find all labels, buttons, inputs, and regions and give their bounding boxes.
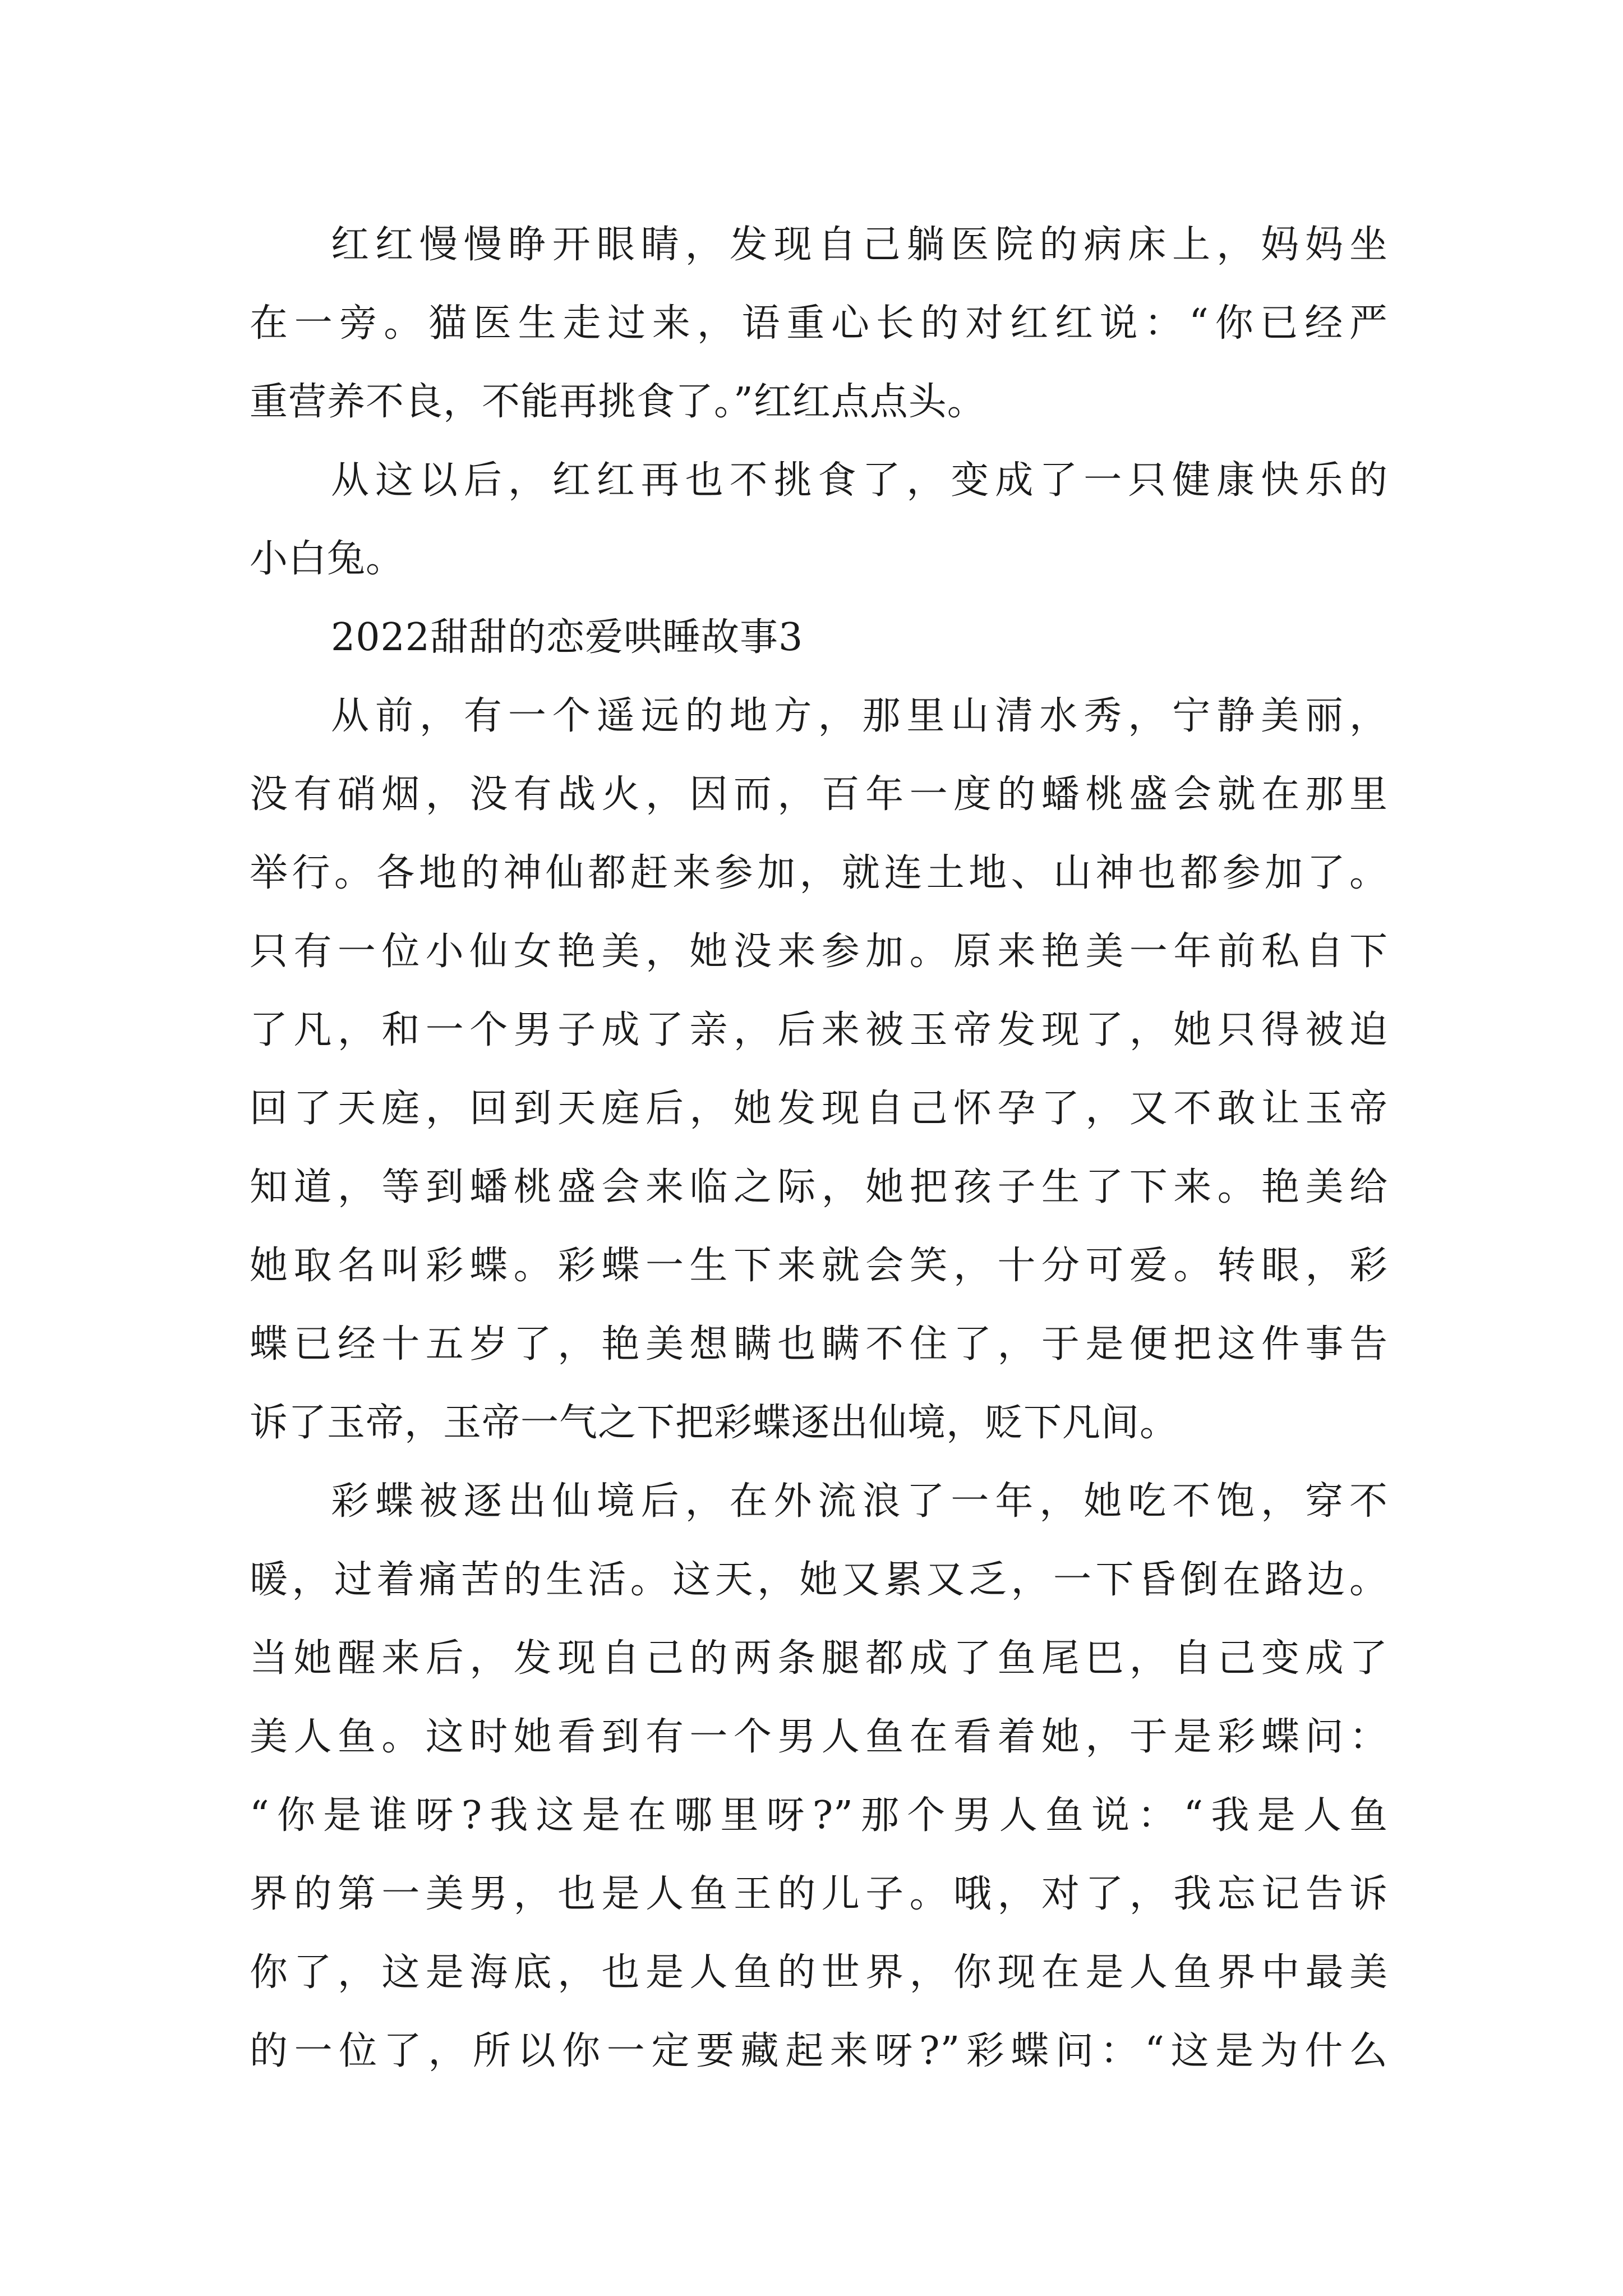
paragraph-line: 当她醒来后，发现自己的两条腿都成了鱼尾巴，自己变成了 <box>250 1636 1388 1681</box>
section-heading: 2022甜甜的恋爱哄睡故事3 <box>331 615 804 660</box>
paragraph-line: 诉了玉帝，玉帝一气之下把彩蝶逐出仙境，贬下凡间。 <box>250 1401 1179 1445</box>
paragraph-line: 的一位了，所以你一定要藏起来呀?”彩蝶问：“这是为什么 <box>250 2029 1388 2073</box>
paragraph-line: 重营养不良，不能再挑食了。”红红点点头。 <box>250 380 986 424</box>
paragraph-line: 在一旁。猫医生走过来，语重心长的对红红说：“你已经严 <box>250 301 1388 346</box>
paragraph-line: 只有一位小仙女艳美，她没来参加。原来艳美一年前私自下 <box>250 930 1388 974</box>
paragraph-line: 了凡，和一个男子成了亲，后来被玉帝发现了，她只得被迫 <box>250 1008 1388 1052</box>
paragraph-line: “你是谁呀?我这是在哪里呀?”那个男人鱼说：“我是人鱼 <box>250 1793 1388 1838</box>
paragraph-line: 彩蝶被逐出仙境后，在外流浪了一年，她吃不饱，穿不 <box>331 1479 1388 1524</box>
paragraph-line: 蝶已经十五岁了，艳美想瞒也瞒不住了，于是便把这件事告 <box>250 1322 1388 1366</box>
paragraph-line: 暖，过着痛苦的生活。这天，她又累又乏，一下昏倒在路边。 <box>250 1558 1388 1602</box>
paragraph-line: 她取名叫彩蝶。彩蝶一生下来就会笑，十分可爱。转眼，彩 <box>250 1244 1388 1288</box>
paragraph-line: 没有硝烟，没有战火，因而，百年一度的蟠桃盛会就在那里 <box>250 772 1388 817</box>
paragraph-line: 小白兔。 <box>250 537 405 581</box>
paragraph-line: 举行。各地的神仙都赶来参加，就连土地、山神也都参加了。 <box>250 851 1388 895</box>
paragraph-line: 你了，这是海底，也是人鱼的世界，你现在是人鱼界中最美 <box>250 1950 1388 1995</box>
paragraph-line: 美人鱼。这时她看到有一个男人鱼在看着她，于是彩蝶问： <box>250 1715 1388 1759</box>
paragraph-line: 从前，有一个遥远的地方，那里山清水秀，宁静美丽， <box>331 694 1388 738</box>
paragraph-line: 界的第一美男，也是人鱼王的儿子。哦，对了，我忘记告诉 <box>250 1872 1388 1916</box>
paragraph-line: 回了天庭，回到天庭后，她发现自己怀孕了，又不敢让玉帝 <box>250 1087 1388 1131</box>
paragraph-line: 从这以后，红红再也不挑食了，变成了一只健康快乐的 <box>331 458 1388 503</box>
paragraph-line: 红红慢慢睁开眼睛，发现自己躺医院的病床上，妈妈坐 <box>331 223 1388 267</box>
paragraph-line: 知道，等到蟠桃盛会来临之际，她把孩子生了下来。艳美给 <box>250 1165 1388 1209</box>
